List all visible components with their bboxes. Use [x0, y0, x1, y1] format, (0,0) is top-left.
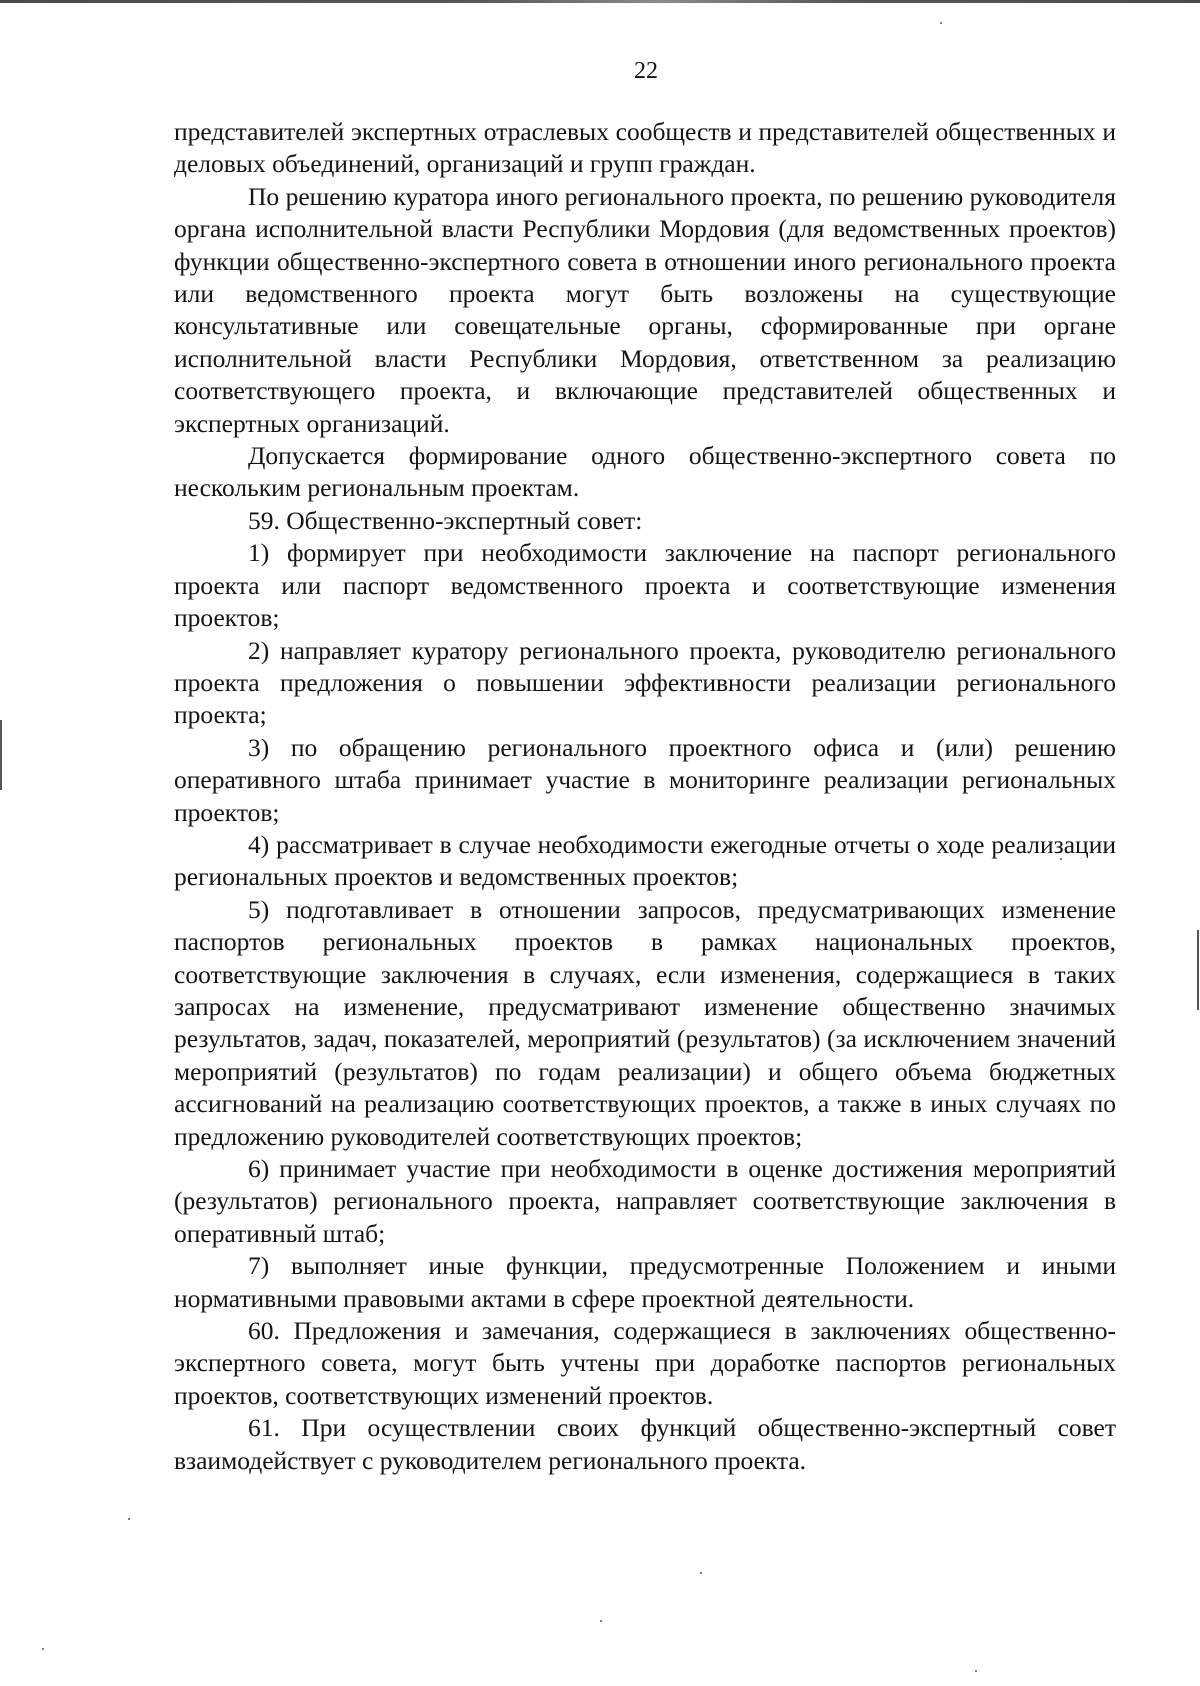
- scan-speck: [940, 22, 942, 24]
- paragraph: 7) выполняет иные функции, предусмотренные Положением и иными нормативными правовыми актами в сфере проектной деятельности.: [174, 1251, 1116, 1313]
- scan-speck: [975, 1670, 977, 1672]
- paragraph: 6) принимает участие при необходимости в оценке достижения мероприятий (результатов) регионального проекта, направляет соответствующие заключения в оперативный штаб;: [174, 1154, 1116, 1248]
- scan-speck: [600, 1620, 602, 1622]
- paragraph: представителей экспертных отраслевых сообществ и представителей общественных и деловых объединений, организаций и групп граждан.: [174, 117, 1116, 179]
- paragraph: 61. При осуществлении своих функций общественно-экспертный совет взаимодействует с руководителем регионального проекта.: [174, 1413, 1116, 1475]
- scan-speck: [128, 1518, 130, 1520]
- scan-edge-mark-right: [1197, 930, 1199, 1010]
- paragraph: По решению куратора иного регионального проекта, по решению руководителя органа исполнительной власти Республики Мордовия (для ведомственных проектов) функции общественно-экспертного совета в отношении иного регионального проекта или ведомственного проекта могут быть возложены на существующие консультативные или совещательные органы, сформированные при органе исполнительной власти Республики Мордовия, ответственном за реализацию соответствующего проекта, и включающие представителей общественных и экспертных организаций.: [174, 181, 1116, 438]
- paragraph: 4) рассматривает в случае необходимости ежегодные отчеты о ходе реализации региональных проектов и ведомственных проектов;: [174, 829, 1116, 892]
- scan-top-edge: [0, 0, 1200, 3]
- paragraph: 59. Общественно-экспертный совет:: [248, 505, 643, 535]
- page-number: 22: [634, 58, 658, 84]
- paragraph: 1) формирует при необходимости заключение на паспорт регионального проекта или паспорт ведомственного проекта и соответствующие изменения проектов;: [174, 538, 1116, 633]
- paragraph: 5) подготавливает в отношении запросов, предусматривающих изменение паспортов региональных проектов в рамках национальных проектов, соответствующие заключения в случаях, если изменения, содержащиеся в таких запросах на изменение, предусматривают изменение общественно значимых результатов, задач, показателей, мероприятий (результатов) (за исключением значений мероприятий (результатов) по годам реализации) и общего объема бюджетных ассигнований на реализацию соответствующих проектов, а также в иных случаях по предложению руководителей соответствующих проектов;: [174, 894, 1116, 1151]
- scan-edge-mark-left: [0, 720, 2, 790]
- paragraph: Допускается формирование одного общественно-экспертного совета по нескольким региональным проектам.: [174, 441, 1116, 503]
- paragraph: 2) направляет куратору регионального проекта, руководителю регионального проекта предложения о повышении эффективности реализации регионального проекта;: [174, 635, 1116, 730]
- paragraph: 3) по обращению регионального проектного офиса и (или) решению оперативного штаба принимает участие в мониторинге реализации региональных проектов;: [174, 732, 1116, 827]
- scan-speck: [700, 1572, 702, 1574]
- document-body: [174, 116, 1116, 1477]
- paragraph: 60. Предложения и замечания, содержащиеся в заключениях общественно-экспертного совета, могут быть учтены при доработке паспортов региональных проектов, соответствующих изменений проектов.: [174, 1316, 1116, 1410]
- scan-speck: [42, 1648, 44, 1650]
